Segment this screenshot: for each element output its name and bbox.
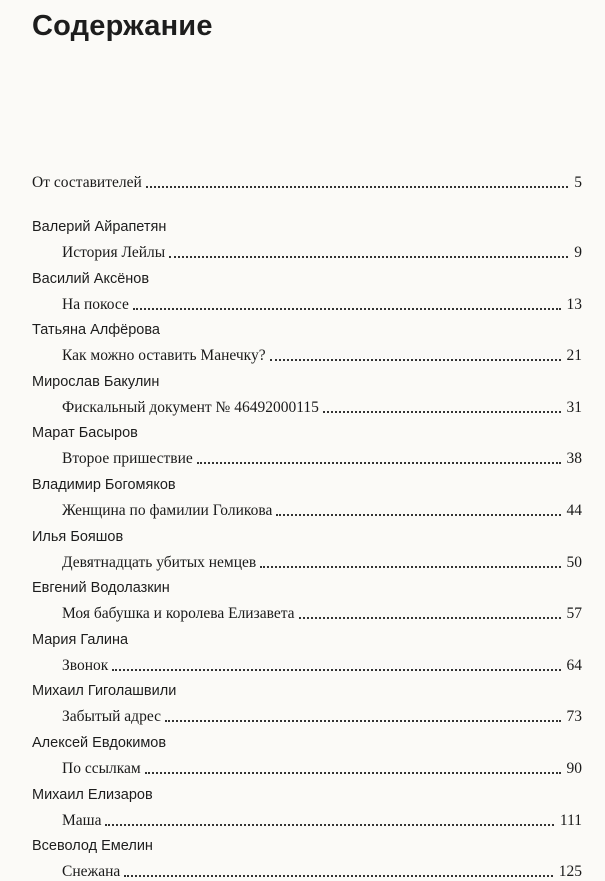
dot-leader (260, 566, 560, 568)
dot-leader (323, 411, 561, 413)
work-title: Маша (62, 811, 102, 829)
entry-page-number: 44 (566, 502, 582, 519)
work-title: Моя бабушка и королева Елизавета (62, 605, 295, 623)
entry-page-number: 21 (566, 347, 582, 365)
work-title: Фискальный документ № 46492000115 (62, 398, 319, 416)
author-name: Владимир Богомяков (32, 477, 176, 493)
work-title: На покосе (62, 295, 129, 313)
author-name: Татьяна Алфёрова (32, 322, 160, 339)
author-name: Всеволод Емелин (32, 838, 153, 855)
dot-leader (133, 308, 561, 310)
entry-page-number: 57 (566, 605, 582, 623)
author-name: Василий Аксёнов (32, 270, 150, 287)
entry-page-number: 38 (566, 450, 582, 468)
toc-entry[interactable] (62, 294, 582, 314)
work-title: История Лейлы (62, 244, 166, 261)
toc-entry[interactable] (62, 861, 582, 881)
dot-leader (165, 720, 561, 722)
toc-entry[interactable] (62, 500, 582, 520)
toc-entry[interactable] (62, 758, 582, 778)
entry-page-number: 90 (566, 760, 582, 777)
dot-leader (276, 514, 560, 516)
page-title: Содержание (32, 10, 213, 42)
work-title: Женщина по фамилии Голикова (62, 502, 273, 519)
toc-entry[interactable] (62, 552, 582, 572)
entry-page-number: 31 (566, 398, 582, 416)
toc-entry[interactable] (62, 397, 582, 417)
author-name: Валерий Айрапетян (32, 219, 167, 235)
work-title: Звонок (62, 656, 109, 674)
entry-page-number: 64 (566, 656, 582, 674)
dot-leader (169, 256, 568, 258)
author-name: Илья Бояшов (32, 528, 124, 545)
entry-title: От составителей (32, 174, 142, 191)
author-name: Мария Галина (32, 631, 129, 648)
work-title: Девятнадцать убитых немцев (62, 553, 257, 571)
work-title: Как можно оставить Манечку? (62, 347, 266, 365)
dot-leader (124, 875, 552, 877)
author-name: Михаил Елизаров (32, 786, 153, 803)
dot-leader (146, 186, 568, 188)
toc-entry[interactable] (62, 603, 582, 623)
work-title: Забытый адрес (62, 708, 161, 726)
work-title: Снежана (62, 863, 121, 881)
entry-page-number: 5 (574, 174, 582, 191)
author-name: Михаил Гиголашвили (32, 683, 177, 700)
entry-page-number: 9 (574, 244, 582, 261)
toc-entry[interactable] (62, 448, 582, 468)
entry-page-number: 50 (566, 553, 582, 571)
entry-page-number: 73 (566, 708, 582, 726)
dot-leader (105, 824, 553, 826)
author-name: Марат Басыров (32, 425, 138, 442)
entry-page-number: 111 (559, 811, 582, 829)
dot-leader (145, 772, 561, 774)
work-title: По ссылкам (62, 760, 141, 777)
dot-leader (197, 462, 561, 464)
toc-entry[interactable] (62, 345, 582, 365)
author-name: Алексей Евдокимов (32, 735, 167, 751)
dot-leader (270, 359, 561, 361)
entry-page-number: 125 (558, 863, 582, 881)
toc-entry[interactable] (62, 655, 582, 675)
toc-entry-foreword[interactable] (32, 172, 582, 192)
author-name: Мирослав Бакулин (32, 373, 160, 390)
work-title: Второе пришествие (62, 450, 193, 468)
toc-entry[interactable] (62, 242, 582, 262)
author-name: Евгений Водолазкин (32, 580, 170, 597)
dot-leader (112, 669, 560, 671)
toc-entry[interactable] (62, 706, 582, 726)
dot-leader (299, 617, 561, 619)
entry-page-number: 13 (566, 295, 582, 313)
toc-entry[interactable] (62, 810, 582, 830)
